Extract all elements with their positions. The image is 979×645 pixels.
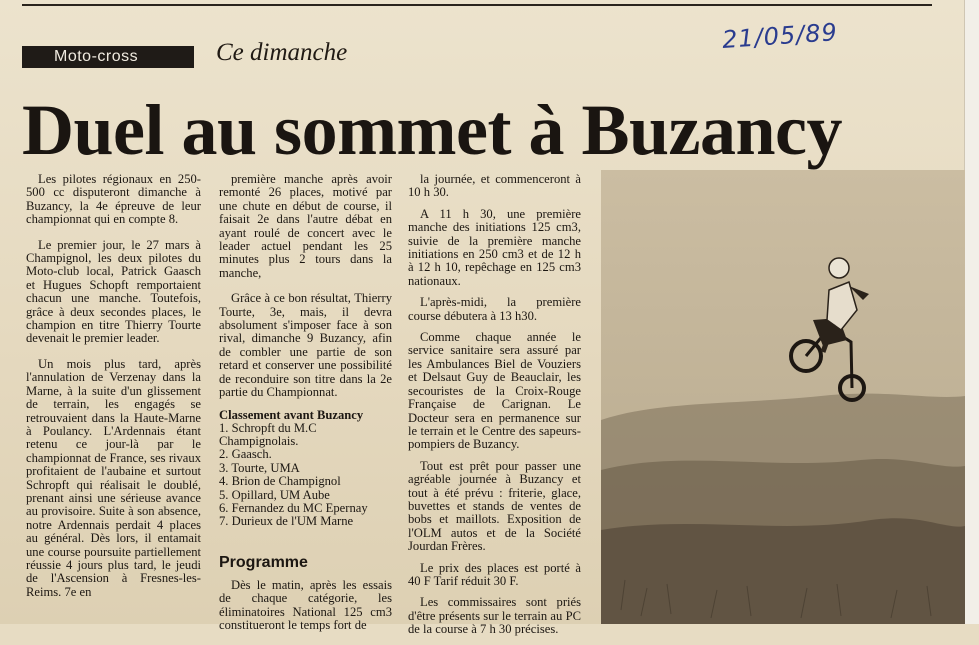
paragraph: la journée, et commenceront à 10 h 30. <box>408 172 581 200</box>
paragraph: Le prix des places est porté à 40 F Tarif réduit 30 F. <box>408 560 581 588</box>
motocross-photo <box>601 170 965 624</box>
list-item: 3. Tourte, UMA <box>219 460 300 475</box>
list-item: 7. Durieux de l'UM Marne <box>219 514 354 529</box>
list-item: 1. Schropft du M.C Champignolais. <box>219 420 317 448</box>
list-item: 2. Gaasch. <box>219 447 272 462</box>
page-edge <box>964 0 979 624</box>
paragraph: Comme chaque année le service sanitaire sera assuré par les Ambulances Biel de Vouziers et Delsaut Guy de Beauclair, les secouristes de la Croix-Rouge Française de Carignan. Le Docteur sera en permanence sur le terrain et le Centre des sapeurs-pompiers de Buzancy. <box>408 330 581 452</box>
classement-title: Classement avant Buzancy <box>219 407 364 422</box>
paragraph: Les commissaires sont priés d'être présents sur le terrain au PC de la course à 7 h 30 précises. <box>408 595 581 637</box>
section-rubric: Moto-cross <box>22 46 194 68</box>
top-rule <box>22 4 932 6</box>
list-item: 5. Opillard, UM Aube <box>219 487 330 502</box>
paragraph: Grâce à ce bon résultat, Thierry Tourte, 3e, mais, il devra absolument s'imposer face à son rival, dimanche 9 Buzancy, afin de combler une partie de son retard et conserver une possibilité de reconduire son titre dans la 2e partie du Championnat. <box>219 291 392 400</box>
headline: Duel au sommet à Buzancy <box>22 90 842 170</box>
paragraph: première manche après avoir remonté 26 places, motivé par une chute en début de course, il faisait 2e dans l'autre débat en ayant roulé de concert avec le leader actuel pendant les 25 minutes plus 2 tours dans la manche, <box>219 172 392 280</box>
handwritten-date: 21/05/89 <box>721 17 839 55</box>
paragraph: Les pilotes régionaux en 250-500 cc disputeront dimanche à Buzancy, la 4e épreuve de leur championnat qui en compte 8. <box>26 172 201 227</box>
paragraph: Dès le matin, après les essais de chaque catégorie, les éliminatoires National 125 cm3 constitueront le temps fort de <box>219 577 392 632</box>
paragraph: Le premier jour, le 27 mars à Champignol, les deux pilotes du Moto-club local, Patrick Gaasch et Hugues Schopft remportaient chacun une manche. Toutefois, grâce à deux secondes places, le champion en titre Thierry Tourte devenait le premier leader. <box>26 237 201 346</box>
list-item: 4. Brion de Champignol <box>219 474 341 489</box>
paragraph: A 11 h 30, une première manche des initiations 125 cm3, suivie de la première manche initiations en 250 cm3 et de 12 h à 12 h 10, repêchage en 125 cm3 nationaux. <box>408 206 581 288</box>
paragraph: Un mois plus tard, après l'annulation de Verzenay dans la Marne, à la suite d'un glissement de terrain, les engagés se retrouvaient dans la Haute-Marne à Poulancy. L'Ardennais étant retenu ce jour-là par le championnat de France, ses rivaux profitaient de l'aubaine et surtout Schropft qui réalisait le doublé, prenant ainsi une sérieuse avance au provisoire. Suite à son absence, notre Ardennais perdait 4 places au général. Dès lors, il entamait une course poursuite partiellement réussie 4 jours plus tard, le jeudi de l'Ascension à Fresnes-les-Reims. 7e en <box>26 356 201 599</box>
kicker: Ce dimanche <box>216 39 348 66</box>
paragraph: L'après-midi, la première course débutera à 13 h30. <box>408 295 581 323</box>
column-1 <box>26 173 201 607</box>
paragraph: Tout est prêt pour passer une agréable journée à Buzancy et tout à été prévu : friterie, glace, buvettes et stands de ventes de bobs et maillots. Exposition de l'OLM autos et de la Société Jourdan Frères. <box>408 458 581 554</box>
column-2 <box>219 173 392 640</box>
classement-list <box>219 422 392 529</box>
rider-jump-illustration <box>601 170 965 624</box>
list-item: 6. Fernandez du MC Epernay <box>219 500 368 515</box>
programme-title: Programme <box>219 553 308 571</box>
column-3 <box>408 173 581 645</box>
